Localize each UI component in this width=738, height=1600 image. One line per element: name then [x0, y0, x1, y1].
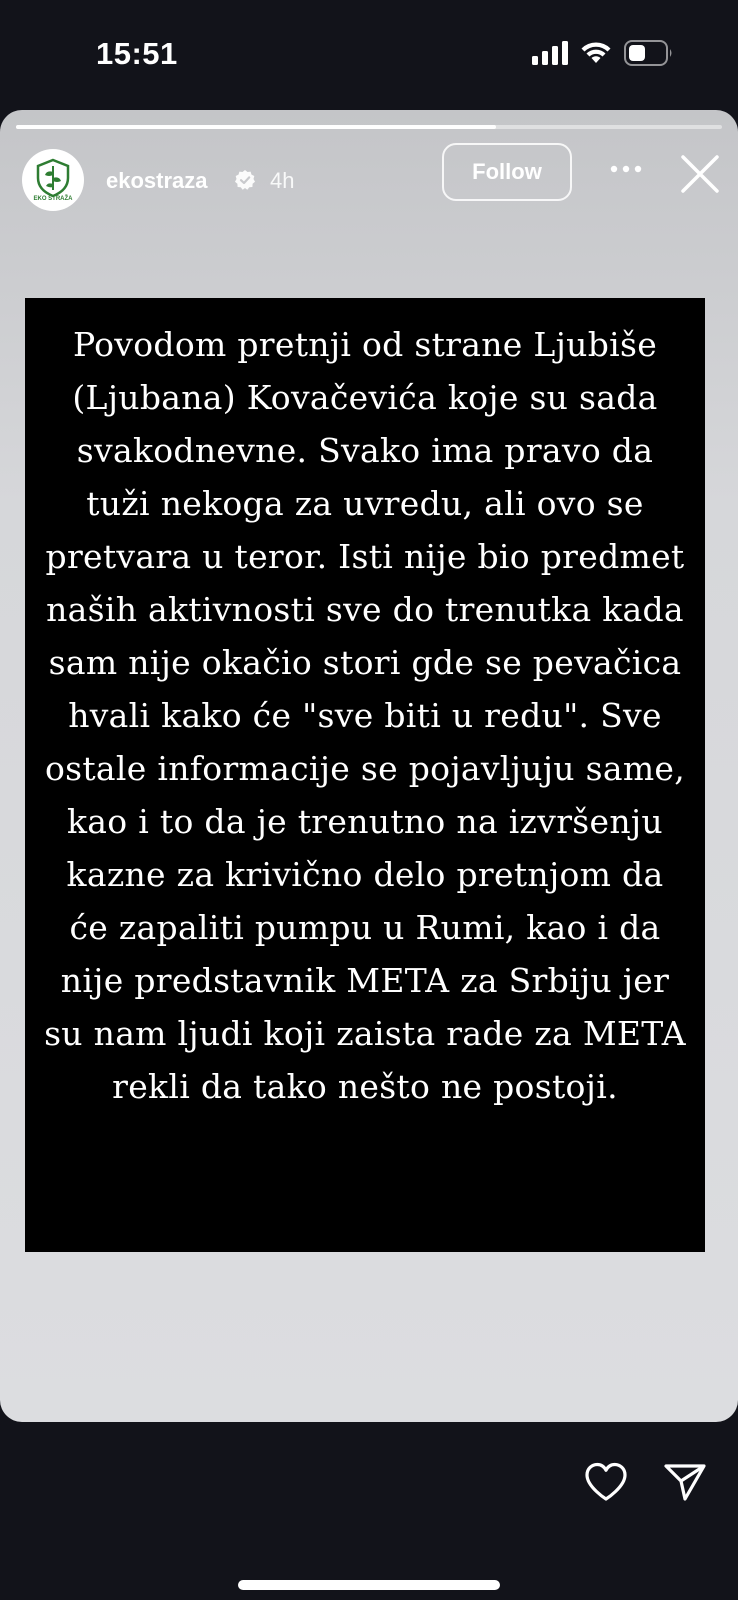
- send-icon[interactable]: [664, 1462, 706, 1502]
- username[interactable]: ekostraza: [106, 168, 208, 193]
- signal-icon: [532, 41, 568, 65]
- home-indicator: [238, 1580, 500, 1590]
- verified-badge-icon: [234, 169, 256, 191]
- story-footer: [0, 1422, 738, 1600]
- status-time: 15:51: [96, 36, 178, 71]
- heart-icon[interactable]: [584, 1462, 628, 1502]
- wifi-icon: [580, 41, 612, 65]
- story-post-text: Povodom pretnji od strane Ljubiše (Ljubana) Kovačevića koje su sada svakodnevne. Svako ima pravo da tuži nekoga za uvredu, ali ovo se pretvara u teror. Isti nije bio predmet naših aktivnosti sve do trenutka kada sam nije okačio stori gde se pevačica hvali kako će "sve biti u redu". Sve ostale informacije se pojavljuju same, kao i to da je trenutno na izvršenju kazne za krivično delo pretnjom da će zapaliti pumpu u Rumi, kao i da nije predstavnik META za Srbiju jer su nam ljudi koji zaista rade za META rekli da tako nešto ne postoji.: [44, 325, 686, 1106]
- avatar-text: EKO STRAŽA: [33, 196, 73, 202]
- status-icons: [532, 40, 674, 66]
- close-icon[interactable]: [680, 154, 720, 194]
- story-viewer[interactable]: [0, 110, 738, 1422]
- status-bar: [0, 0, 738, 110]
- more-dots-icon[interactable]: [610, 164, 642, 174]
- story-post-image: [25, 298, 705, 1252]
- story-progress-bar: [16, 125, 722, 129]
- story-header: [0, 140, 738, 220]
- shield-logo-icon: [34, 158, 72, 198]
- follow-button[interactable]: Follow: [442, 143, 572, 201]
- battery-icon: [624, 40, 674, 66]
- avatar[interactable]: [22, 149, 84, 211]
- time-ago: 4h: [270, 168, 295, 193]
- story-progress-fill: [16, 125, 496, 129]
